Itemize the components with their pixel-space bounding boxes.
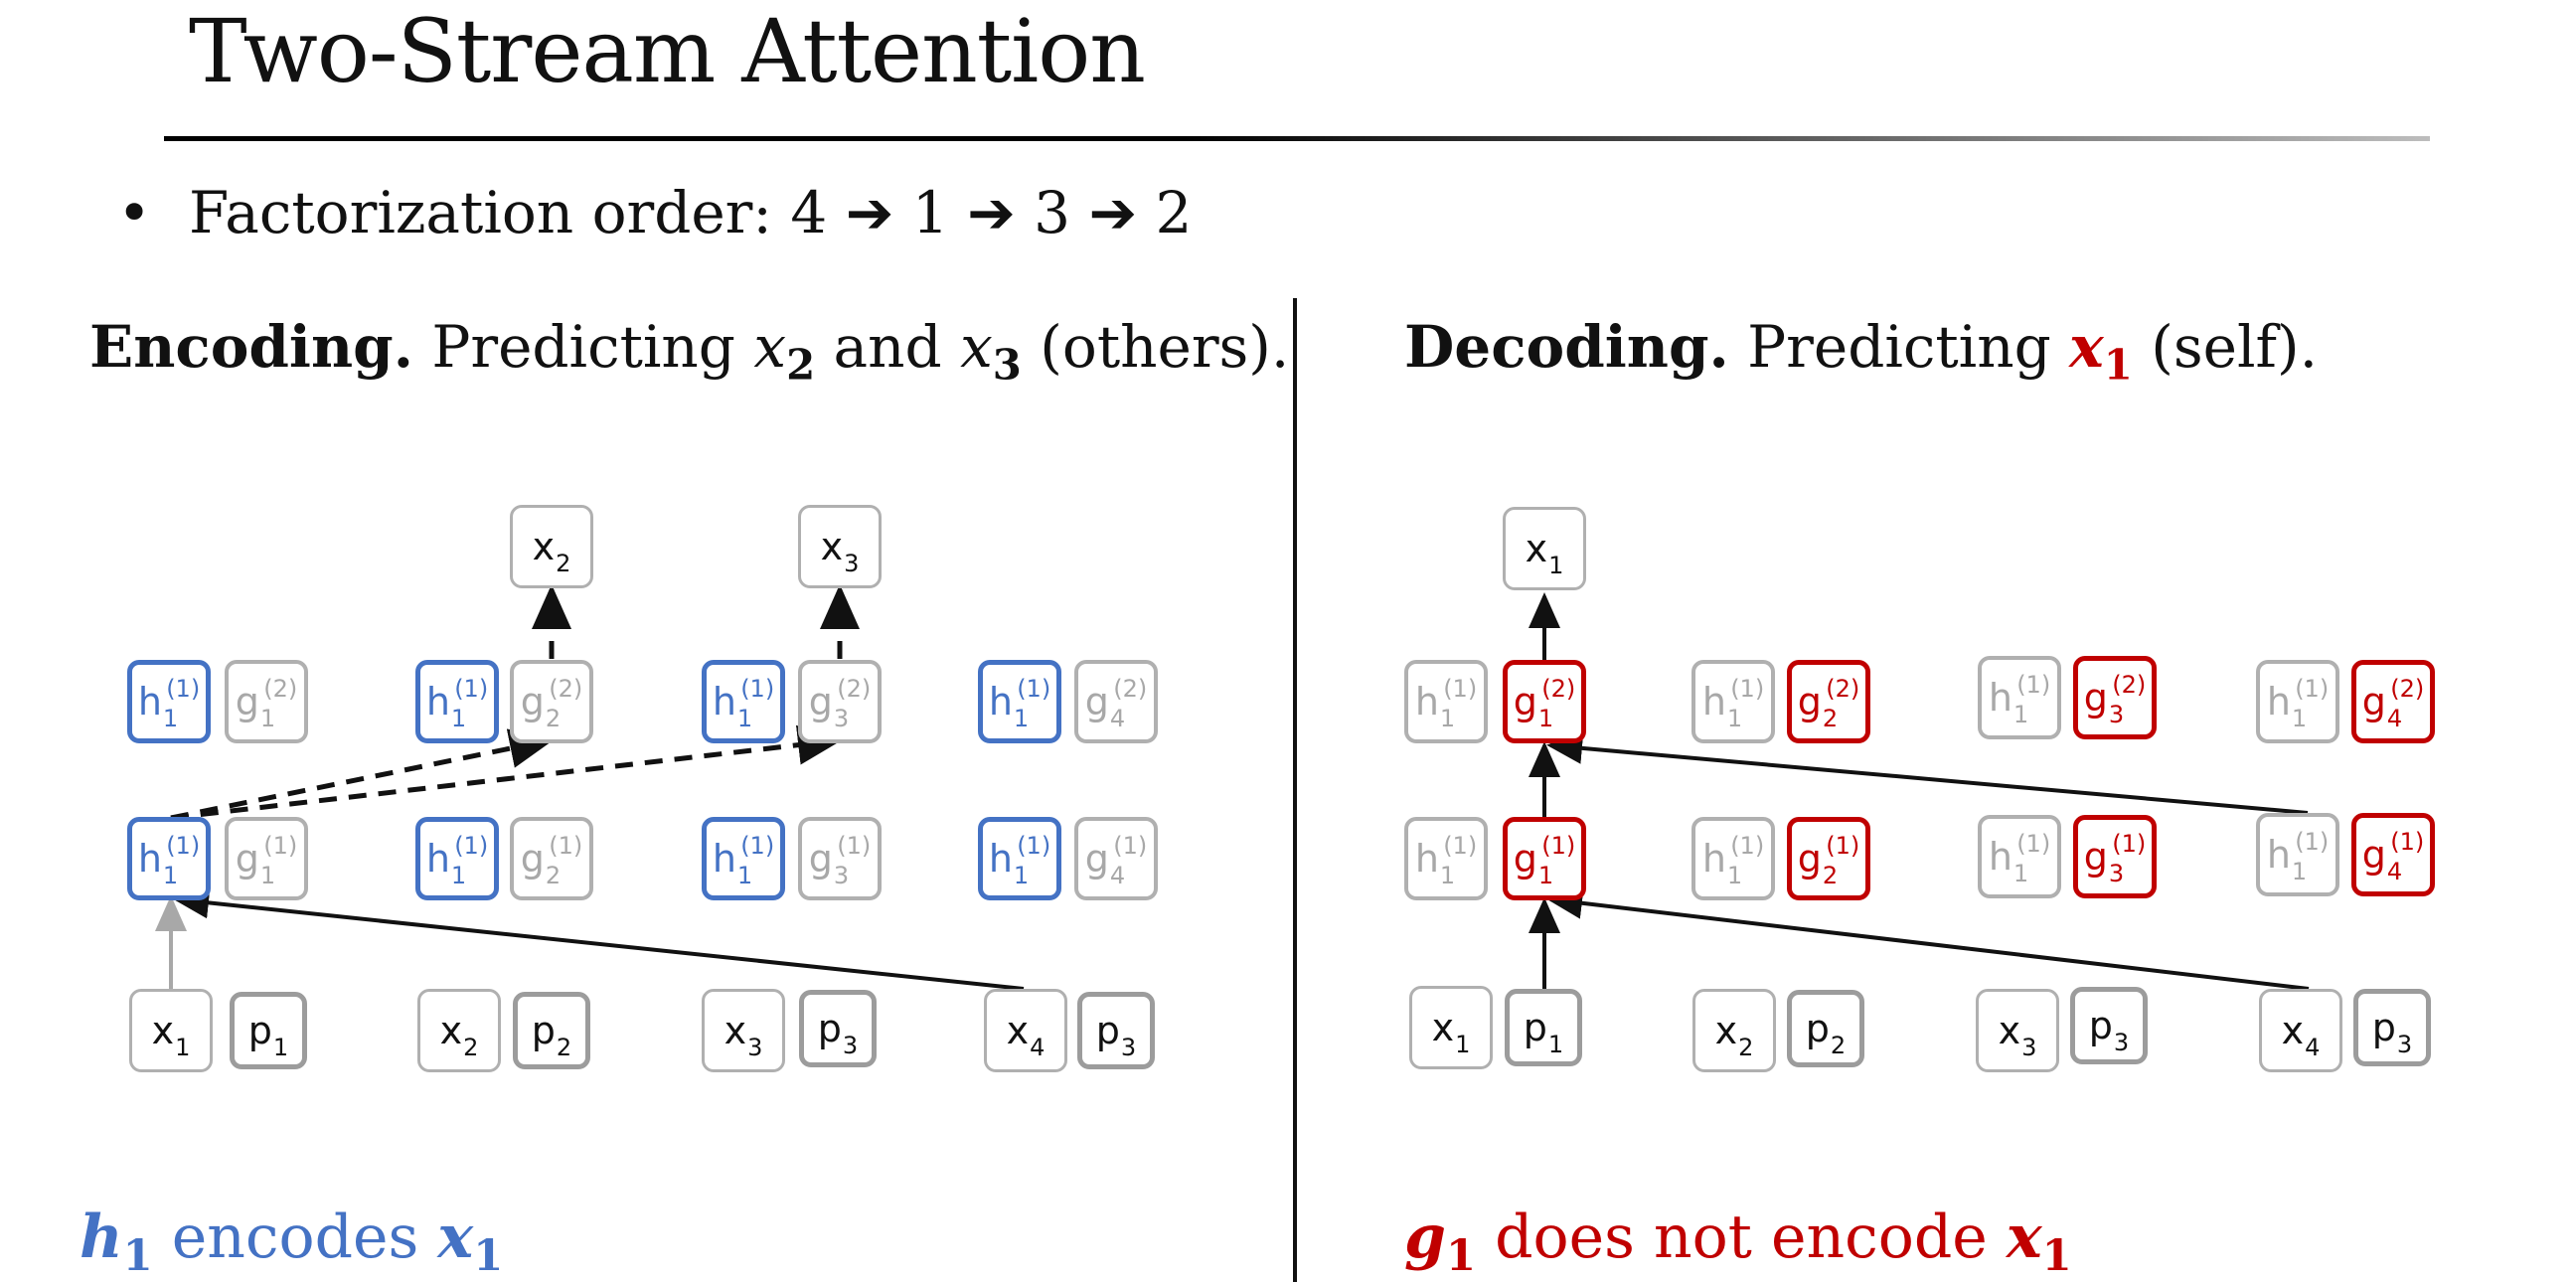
enc-output-x3: $x_3$ bbox=[798, 505, 882, 588]
order-arrow-icon: ➔ bbox=[967, 179, 1016, 246]
dec-input-x2: $x_2$ bbox=[1692, 989, 1776, 1072]
order-arrow-icon: ➔ bbox=[1088, 179, 1138, 246]
dec-l1-g-1: $g_1^{(1)}$ bbox=[1503, 817, 1586, 900]
enc-l1-g-2: $g_2^{(1)}$ bbox=[510, 817, 593, 900]
enc-l2-h-2: $h_1^{(1)}$ bbox=[415, 660, 499, 743]
enc-arrow-x4-h1 bbox=[177, 899, 1024, 989]
dec-input-x1: $x_1$ bbox=[1409, 986, 1493, 1069]
dec-l2-h-1: $h_1^{(1)}$ bbox=[1404, 660, 1488, 743]
dec-input-x4: $x_4$ bbox=[2259, 989, 2342, 1072]
enc-input-x3: $x_3$ bbox=[702, 989, 785, 1072]
enc-input-x4: $x_4$ bbox=[984, 989, 1067, 1072]
enc-l1-g-4: $g_4^{(1)}$ bbox=[1074, 817, 1158, 900]
dec-l2-g-1: $g_1^{(2)}$ bbox=[1503, 660, 1586, 743]
bullet-dot: • bbox=[117, 179, 152, 246]
slide-title: Two-Stream Attention bbox=[189, 0, 1145, 102]
enc-input-p4: $p_3$ bbox=[1077, 992, 1155, 1069]
dec-l2-g-3: $g_3^{(2)}$ bbox=[2073, 656, 2157, 739]
dec-output-x1: $x_1$ bbox=[1503, 507, 1586, 590]
enc-l1-g-1: $g_1^{(1)}$ bbox=[225, 817, 308, 900]
dec-l2-h-2: $h_1^{(1)}$ bbox=[1691, 660, 1775, 743]
dec-l1-h-4: $h_1^{(1)}$ bbox=[2256, 813, 2339, 896]
encoding-heading-bold: Encoding. bbox=[89, 313, 413, 381]
decoding-caption-text: does not encode bbox=[1476, 1202, 2007, 1272]
encoding-caption-var2: $x_1$ bbox=[437, 1202, 504, 1281]
order-arrow-icon: ➔ bbox=[845, 179, 894, 246]
dec-l1-g-3: $g_3^{(1)}$ bbox=[2073, 815, 2157, 898]
encoding-caption-text: encodes bbox=[152, 1202, 438, 1272]
dec-l2-h-4: $h_1^{(1)}$ bbox=[2256, 660, 2339, 743]
encoding-heading-text: Predicting bbox=[412, 313, 754, 381]
dec-l1-g-2: $g_2^{(1)}$ bbox=[1787, 817, 1870, 900]
encoding-var-a: $x_2$ bbox=[753, 313, 816, 390]
encoding-caption-var: $h_1$ bbox=[80, 1202, 153, 1281]
enc-input-x1: $x_1$ bbox=[129, 989, 213, 1072]
dec-input-p2: $p_2$ bbox=[1787, 990, 1864, 1067]
dec-l1-h-2: $h_1^{(1)}$ bbox=[1691, 817, 1775, 900]
enc-l2-h-1: $h_1^{(1)}$ bbox=[127, 660, 211, 743]
dec-input-p3: $p_3$ bbox=[2070, 987, 2148, 1064]
enc-l2-h-4: $h_1^{(1)}$ bbox=[978, 660, 1061, 743]
enc-input-x2: $x_2$ bbox=[417, 989, 501, 1072]
dec-arrow-x4-g1 bbox=[1550, 899, 2309, 989]
enc-l1-h-3: $h_1^{(1)}$ bbox=[702, 817, 785, 900]
dec-l2-h-3: $h_1^{(1)}$ bbox=[1978, 656, 2061, 739]
order-1: 4 bbox=[790, 179, 828, 246]
encoding-and: and bbox=[815, 313, 961, 381]
enc-l2-h-3: $h_1^{(1)}$ bbox=[702, 660, 785, 743]
enc-l1-g-3: $g_3^{(1)}$ bbox=[798, 817, 882, 900]
dec-arrow-h4-g1l2 bbox=[1550, 745, 2308, 813]
dec-l1-h-1: $h_1^{(1)}$ bbox=[1404, 817, 1488, 900]
decoding-heading-bold: Decoding. bbox=[1404, 313, 1729, 381]
enc-l2-g-1: $g_1^{(2)}$ bbox=[225, 660, 308, 743]
decoding-heading-text: Predicting bbox=[1728, 313, 2070, 381]
enc-l2-g-3: $g_3^{(2)}$ bbox=[798, 660, 882, 743]
dec-l1-h-3: $h_1^{(1)}$ bbox=[1978, 815, 2061, 898]
dec-input-p4: $p_3$ bbox=[2353, 989, 2431, 1066]
encoding-tail: (others). bbox=[1021, 313, 1290, 381]
enc-input-p2: $p_2$ bbox=[513, 992, 590, 1069]
enc-output-x2: $x_2$ bbox=[510, 505, 593, 588]
encoding-caption bbox=[80, 1202, 503, 1281]
dec-input-p1: $p_1$ bbox=[1505, 989, 1582, 1066]
order-3: 3 bbox=[1034, 179, 1071, 246]
decoding-var: $x_1$ bbox=[2069, 313, 2133, 390]
dec-l1-g-4: $g_4^{(1)}$ bbox=[2351, 813, 2435, 896]
enc-dashed-h1-g2 bbox=[171, 740, 550, 818]
enc-input-p3: $p_3$ bbox=[799, 990, 877, 1067]
enc-l1-h-4: $h_1^{(1)}$ bbox=[978, 817, 1061, 900]
enc-l2-g-4: $g_4^{(2)}$ bbox=[1074, 660, 1158, 743]
decoding-caption-var2: $x_1$ bbox=[2006, 1202, 2072, 1281]
enc-l1-h-2: $h_1^{(1)}$ bbox=[415, 817, 499, 900]
enc-l2-g-2: $g_2^{(2)}$ bbox=[510, 660, 593, 743]
encoding-var-b: $x_3$ bbox=[960, 313, 1022, 390]
enc-l1-h-1: $h_1^{(1)}$ bbox=[127, 817, 211, 900]
dec-l2-g-2: $g_2^{(2)}$ bbox=[1787, 660, 1870, 743]
dec-input-x3: $x_3$ bbox=[1976, 989, 2059, 1072]
order-2: 1 bbox=[911, 179, 949, 246]
order-4: 2 bbox=[1155, 179, 1193, 246]
bullet-prefix: Factorization order: bbox=[189, 179, 791, 246]
enc-input-p1: $p_1$ bbox=[230, 992, 307, 1069]
decoding-caption bbox=[1404, 1202, 2072, 1281]
decoding-tail: (self). bbox=[2132, 313, 2319, 381]
decoding-caption-var: $g_1$ bbox=[1404, 1202, 1477, 1281]
dec-l2-g-4: $g_4^{(2)}$ bbox=[2351, 660, 2435, 743]
